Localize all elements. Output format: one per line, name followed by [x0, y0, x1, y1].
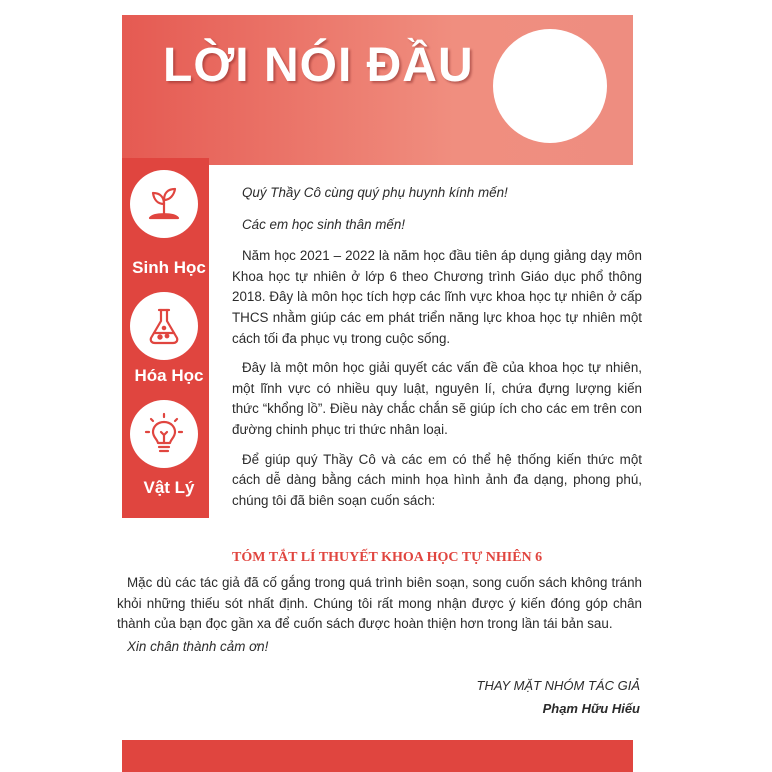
- plant-sprout-icon: [130, 170, 198, 238]
- intro-text: [232, 183, 642, 511]
- footer-bar: [122, 740, 633, 772]
- closing-text: [117, 573, 642, 657]
- sidebar-item-label: Vật Lý: [143, 478, 195, 497]
- page-title: LỜI NÓI ĐẦU: [163, 39, 474, 92]
- paragraph: Đây là một môn học giải quyết các vấn đề của khoa học tự nhiên, một lĩnh vực có nhiều quy luật, nguyên lí, chứa đựng lượng kiến thức “khổng lồ”. Điều này chắc chắn sẽ giúp ích cho các em trên con đường chinh phục tri thức nhân loại.: [232, 360, 642, 437]
- paragraph: Năm học 2021 – 2022 là năm học đầu tiên áp dụng giảng dạy môn Khoa học tự nhiên ở lớp 6 theo Chương trình Giáo dục phổ thông 2018. Đây là môn học tích hợp các lĩnh vực khoa học tự nhiên ở cấp THCS nhằm giúp các em phát triển năng lực khoa học tự nhiên một cách tối đa phục vụ trong cuộc sống.: [232, 248, 642, 346]
- sidebar-item-label: Hóa Học: [134, 366, 204, 385]
- sidebar-item-label: Sinh Học: [132, 258, 206, 277]
- greeting-line: Các em học sinh thân mến!: [242, 216, 406, 232]
- flask-icon: [130, 292, 198, 360]
- greeting-line: Quý Thầy Cô cùng quý phụ huynh kính mến!: [242, 185, 508, 200]
- paragraph: Để giúp quý Thầy Cô và các em có thể hệ thống kiến thức một cách dễ dàng bằng cách minh họa hình ảnh đa dạng, phong phú, chúng tôi đã biên soạn cuốn sách:: [232, 451, 642, 508]
- book-title: TÓM TẮT LÍ THUYẾT KHOA HỌC TỰ NHIÊN 6: [232, 550, 543, 565]
- paragraph: Mặc dù các tác giả đã cố gắng trong quá trình biên soạn, song cuốn sách không tránh khỏi những thiếu sót nhất định. Chúng tôi rất mong nhận được ý kiến đóng góp chân thành của bạn đọc gần xa để cuốn sách được hoàn thiện hơn trong lần tái bản sau.: [117, 575, 642, 632]
- signature-role: THAY MẶT NHÓM TÁC GIẢ: [476, 678, 640, 693]
- lightbulb-icon: [130, 400, 198, 468]
- author-name: Phạm Hữu Hiếu: [542, 701, 640, 716]
- thanks-line: Xin chân thành cảm ơn!: [127, 638, 269, 654]
- header-circle-decoration: [493, 29, 607, 143]
